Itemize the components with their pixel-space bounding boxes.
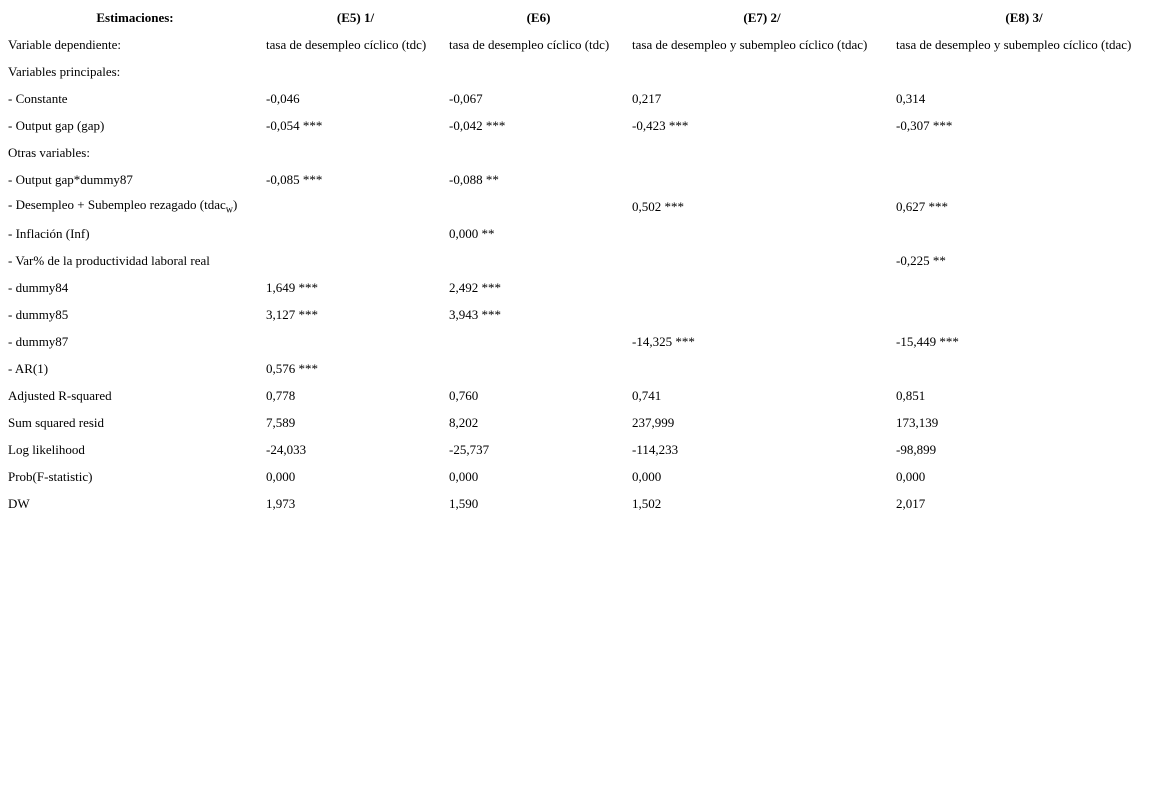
cell-value: [894, 220, 1154, 247]
row-label: - Constante: [8, 90, 68, 106]
cell-value: [894, 139, 1154, 166]
table-row: [6, 382, 1154, 409]
cell-value: -24,033: [266, 441, 307, 457]
cell-value: [894, 355, 1154, 382]
cell-value: 1,649 ***: [266, 279, 318, 295]
cell-value: [894, 274, 1154, 301]
column-header-e6: (E6): [526, 9, 551, 25]
estimations-table: [6, 4, 1154, 517]
cell-value: 1,502: [632, 495, 662, 511]
cell-value: -98,899: [896, 441, 937, 457]
table-row: [6, 463, 1154, 490]
cell-value: [447, 139, 630, 166]
table-row: [6, 409, 1154, 436]
cell-value: 0,741: [632, 387, 662, 403]
table-row: [6, 139, 1154, 166]
row-label: - Inflación (Inf): [8, 225, 90, 241]
row-label-end: ): [233, 197, 238, 213]
row-label: - dummy87: [8, 333, 69, 349]
cell-value: 1,590: [449, 495, 479, 511]
cell-value: -0,423 ***: [632, 117, 689, 133]
cell-value: [447, 247, 630, 274]
cell-value: 7,589: [266, 414, 296, 430]
cell-value: [447, 193, 630, 220]
cell-value: 173,139: [896, 414, 939, 430]
cell-value: [630, 220, 894, 247]
cell-value: -0,042 ***: [449, 117, 506, 133]
cell-value: [264, 220, 447, 247]
row-label: DW: [8, 495, 30, 511]
cell-value: 1,973: [266, 495, 296, 511]
cell-value: [630, 301, 894, 328]
row-label: Log likelihood: [8, 441, 85, 457]
header-row: [6, 4, 1154, 31]
row-label: Adjusted R-squared: [8, 387, 112, 403]
row-label: - Output gap (gap): [8, 117, 105, 133]
cell-value: [264, 58, 447, 85]
cell-value: tasa de desempleo cíclico (tdc): [266, 36, 427, 52]
table-row: [6, 166, 1154, 193]
row-label: - dummy85: [8, 306, 69, 322]
cell-value: 237,999: [632, 414, 675, 430]
cell-value: [264, 139, 447, 166]
row-label: Variable dependiente:: [8, 36, 121, 52]
column-header-e8: (E8) 3/: [1005, 9, 1043, 25]
cell-value: -0,085 ***: [266, 171, 323, 187]
cell-value: 0,000: [896, 468, 926, 484]
cell-value: -0,054 ***: [266, 117, 323, 133]
cell-value: tasa de desempleo y subempleo cíclico (tdac): [896, 36, 1132, 52]
cell-value: [894, 58, 1154, 85]
cell-value: 0,778: [266, 387, 296, 403]
cell-value: [630, 274, 894, 301]
cell-value: [630, 166, 894, 193]
row-label: - dummy84: [8, 279, 69, 295]
row-label: Otras variables:: [8, 144, 90, 160]
cell-value: 0,851: [896, 387, 926, 403]
row-label-text: - Desempleo + Subempleo rezagado (tdac: [8, 197, 226, 213]
column-header-e7: (E7) 2/: [743, 9, 781, 25]
cell-value: -15,449 ***: [896, 333, 959, 349]
table-row: [6, 112, 1154, 139]
cell-value: 3,127 ***: [266, 306, 318, 322]
cell-value: [264, 328, 447, 355]
cell-value: -0,307 ***: [896, 117, 953, 133]
cell-value: 0,000 **: [449, 225, 495, 241]
row-label-subscript: w: [225, 204, 234, 216]
cell-value: 0,000: [632, 468, 662, 484]
cell-value: -0,225 **: [896, 252, 946, 268]
cell-value: tasa de desempleo y subempleo cíclico (tdac): [632, 36, 868, 52]
cell-value: -0,067: [449, 90, 483, 106]
table-row: [6, 58, 1154, 85]
cell-value: [630, 139, 894, 166]
table-row: [6, 328, 1154, 355]
cell-value: 0,217: [632, 90, 662, 106]
row-label: Variables principales:: [8, 63, 121, 79]
cell-value: 0,760: [449, 387, 479, 403]
row-label: - Output gap*dummy87: [8, 171, 133, 187]
cell-value: 0,576 ***: [266, 360, 318, 376]
cell-value: [630, 58, 894, 85]
cell-value: 8,202: [449, 414, 479, 430]
table-row: [6, 436, 1154, 463]
table-row: [6, 193, 1154, 220]
cell-value: [447, 328, 630, 355]
cell-value: -25,737: [449, 441, 490, 457]
cell-value: [630, 355, 894, 382]
cell-value: 0,502 ***: [632, 198, 684, 214]
cell-value: -14,325 ***: [632, 333, 695, 349]
cell-value: [630, 247, 894, 274]
cell-value: tasa de desempleo cíclico (tdc): [449, 36, 610, 52]
cell-value: 0,000: [266, 468, 296, 484]
cell-value: 0,314: [896, 90, 926, 106]
cell-value: [894, 166, 1154, 193]
cell-value: -0,046: [266, 90, 300, 106]
cell-value: 3,943 ***: [449, 306, 501, 322]
row-label: Sum squared resid: [8, 414, 105, 430]
table-row: [6, 301, 1154, 328]
cell-value: [264, 247, 447, 274]
row-label: [6, 193, 264, 220]
cell-value: -0,088 **: [449, 171, 499, 187]
header-label: Estimaciones:: [96, 9, 174, 25]
cell-value: [447, 58, 630, 85]
table-row: [6, 274, 1154, 301]
cell-value: [264, 193, 447, 220]
cell-value: 0,627 ***: [896, 198, 948, 214]
table-row: [6, 220, 1154, 247]
row-label: Prob(F-statistic): [8, 468, 93, 484]
table-row: [6, 355, 1154, 382]
table-row: [6, 31, 1154, 58]
table-row: [6, 490, 1154, 517]
cell-value: [447, 355, 630, 382]
column-header-e5: (E5) 1/: [336, 9, 375, 25]
cell-value: 2,017: [896, 495, 926, 511]
table-row: [6, 85, 1154, 112]
row-label: - AR(1): [8, 360, 49, 376]
cell-value: [894, 301, 1154, 328]
cell-value: 2,492 ***: [449, 279, 501, 295]
cell-value: -114,233: [632, 441, 679, 457]
table-row: [6, 247, 1154, 274]
row-label: - Var% de la productividad laboral real: [8, 252, 210, 268]
cell-value: 0,000: [449, 468, 479, 484]
